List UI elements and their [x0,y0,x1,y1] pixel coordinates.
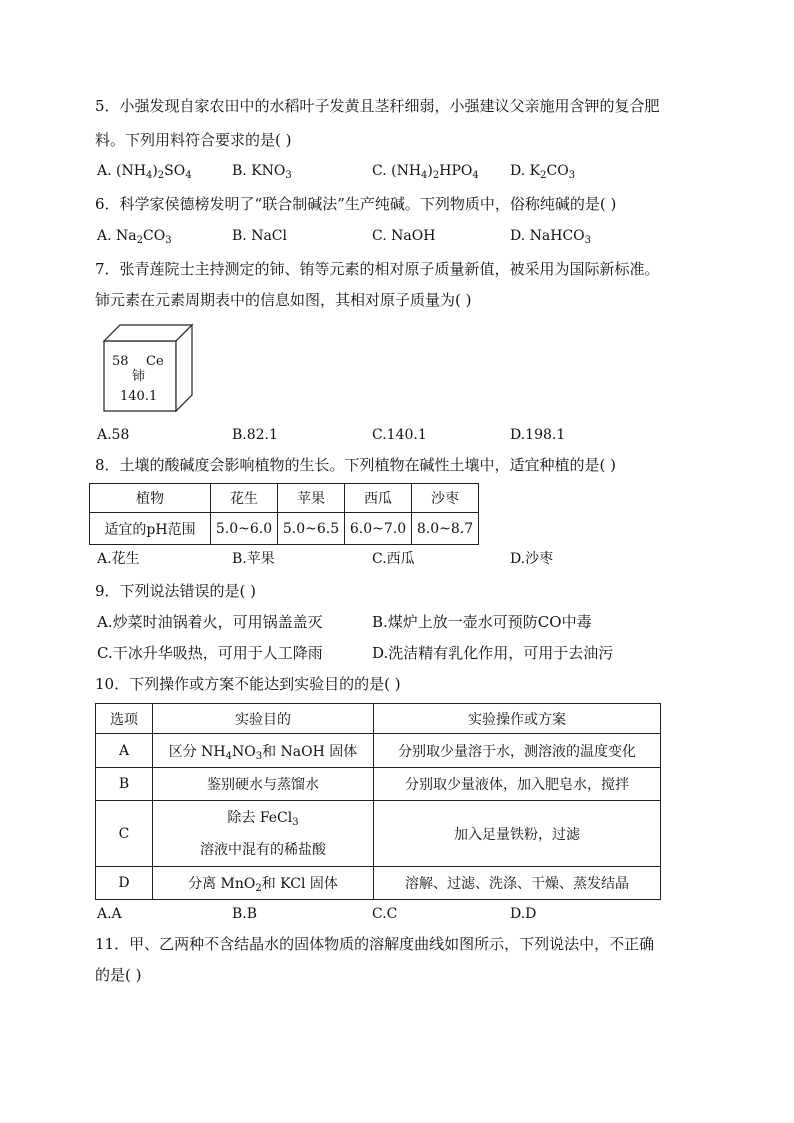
ph-table-header: 植物 [90,484,211,513]
formula-subscript: 4 [185,170,192,181]
formula-subscript: 3 [584,235,592,246]
exp-table-option: A [96,734,153,768]
q8-option-b[interactable]: B.苹果 [232,551,275,567]
q5-option-d[interactable] [510,161,575,181]
q7-stem-line1: 7．张青莲院士主持测定的铈、铕等元素的相对原子质量新值，被采用为国际新标准。 [95,260,660,278]
formula-text: NaCl [251,228,287,244]
formula-subscript: 4 [472,170,479,181]
option-letter: C. [372,228,392,244]
element-symbol: Ce [146,354,164,369]
exp-table-method: 加入足量铁粉，过滤 [374,801,661,867]
formula-text: 除去 FeCl [227,809,293,826]
q8-option-a[interactable]: A.花生 [97,551,140,567]
q8-option-d[interactable]: D.沙枣 [510,551,554,567]
ph-table-header: 花生 [211,484,278,513]
exp-table-purpose [153,768,374,801]
q6-option-b[interactable] [232,226,287,246]
formula-subscript: 4 [145,170,153,181]
q10-option-b[interactable]: B.B [232,906,258,922]
formula-text: (NH [116,163,146,179]
ph-table-header: 西瓜 [345,484,412,513]
q6-option-a[interactable] [97,226,172,246]
formula-text: 区分 NH [168,743,226,760]
option-letter: A. [97,163,117,179]
exp-table-purpose [153,801,374,867]
exp-table-option: C [96,801,153,867]
element-mass: 140.1 [120,389,158,404]
formula-text: 分离 MnO [188,876,256,892]
formula-subscript: 4 [421,170,428,181]
exp-table-method: 溶解、过滤、洗涤、干燥、蒸发结晶 [374,867,661,900]
option-letter: B. [232,228,252,244]
ph-table-cell: 6.0~7.0 [345,513,412,545]
formula-subscript: 3 [165,235,172,246]
formula-subscript: 3 [292,816,299,828]
formula-text: (NH [391,163,422,179]
option-letter: A. [97,228,117,244]
q9-option-d[interactable]: D.洗洁精有乳化作用，可用于去油污 [372,644,614,662]
exp-table-method: 分别取少量溶于水，测溶液的温度变化 [374,734,661,768]
formula-text: NaOH [391,228,436,244]
formula-text: HPO [439,163,473,179]
q11-stem-line1: 11．甲、乙两种不含结晶水的固体物质的溶解度曲线如图所示，下列说法中，不正确 [95,935,655,953]
ph-table-cell: 5.0~6.0 [211,513,278,545]
q7-option-d[interactable]: D.198.1 [510,427,566,443]
option-letter: D. [510,228,530,244]
q10-option-a[interactable]: A.A [97,906,122,922]
exp-table-option: B [96,768,153,801]
formula-subscript: 4 [225,750,232,762]
formula-subscript: 3 [285,170,292,181]
ph-table-header: 苹果 [278,484,345,513]
q5-option-b[interactable] [232,161,292,181]
option-letter: B. [232,163,252,179]
formula-text: KNO [251,163,286,179]
ph-table-header: 沙枣 [412,484,479,513]
q9-option-c[interactable]: C.干冰升华吸热，可用于人工降雨 [97,644,323,662]
exp-table-purpose-line1 [153,802,373,834]
formula-subscript: 2 [255,883,262,894]
formula-text: 和 NaOH 固体 [262,743,358,760]
ph-table-cell: 5.0~6.5 [278,513,345,545]
experiment-table [95,703,661,900]
exp-table-purpose-line2: 溶液中混有的稀盐酸 [200,841,326,858]
q11-stem-line2: 的是( ) [95,966,142,984]
q9-option-b[interactable]: B.煤炉上放一壶水可预防CO中毒 [372,613,592,631]
ph-table-cell: 8.0~8.7 [412,513,479,545]
exp-table-purpose [153,734,374,768]
q10-stem-line1: 10．下列操作或方案不能达到实验目的的是( ) [95,675,401,693]
exp-table-header: 实验操作或方案 [374,704,661,734]
q5-option-a[interactable] [97,161,192,181]
q5-option-c[interactable] [372,161,479,181]
formula-text: NaHCO [529,228,585,244]
q5-stem-line2: 料。下列用料符合要求的是( ) [95,131,292,149]
q7-option-c[interactable]: C.140.1 [372,427,427,443]
option-letter: C. [372,163,392,179]
formula-text: CO [143,228,166,244]
formula-subscript: 2 [432,170,440,181]
exp-table-method: 分别取少量液体，加入肥皂水，搅拌 [374,768,661,801]
q9-option-a[interactable]: A.炒菜时油锅着火，可用锅盖盖灭 [97,613,323,631]
exp-table-header: 选项 [96,704,153,734]
q8-stem-line1: 8．土壤的酸碱度会影响植物的生长。下列植物在碱性土壤中，适宜种植的是( ) [95,456,617,474]
formula-subscript: 3 [255,750,263,762]
formula-text: K [529,163,541,179]
formula-subscript: 2 [136,235,143,246]
exp-table-header: 实验目的 [153,704,374,734]
option-letter: D. [510,163,530,179]
formula-subscript: 3 [568,170,576,181]
q7-stem-line2: 铈元素在元素周期表中的信息如图，其相对原子质量为( ) [95,291,472,309]
formula-text: 鉴别硬水与蒸馏水 [207,777,319,793]
q6-option-c[interactable] [372,226,435,246]
formula-text: ) [152,163,158,179]
formula-subscript: 2 [157,170,165,181]
formula-text: Na [116,228,137,244]
q7-option-a[interactable]: A.58 [97,427,130,443]
element-atomic-number: 58 [112,354,129,369]
exp-table-purpose [153,867,374,900]
formula-text: ) [427,163,433,179]
element-name: 铈 [132,369,146,384]
ph-table-cell: 适宜的pH范围 [90,513,211,545]
formula-text: SO [164,163,186,179]
formula-text: NO [232,743,256,760]
q6-option-d[interactable] [510,226,591,246]
q10-option-d[interactable]: D.D [510,906,537,922]
formula-text: CO [546,163,569,179]
element-cell-cerium [96,323,196,419]
exp-table-option: D [96,867,153,900]
q9-stem-line1: 9．下列说法错误的是( ) [95,582,257,600]
formula-text: 和 KCl 固体 [261,876,338,892]
q5-stem-line1: 5．小强发现自家农田中的水稻叶子发黄且茎秆细弱，小强建议父亲施用含钾的复合肥 [95,97,660,115]
q6-stem-line1: 6．科学家侯德榜发明了“联合制碱法”生产纯碱。下列物质中，俗称纯碱的是( ) [95,195,617,213]
q10-option-c[interactable]: C.C [372,906,398,922]
formula-subscript: 2 [540,170,547,181]
q8-option-c[interactable]: C.西瓜 [372,551,415,567]
ph-range-table [89,483,479,545]
q7-option-b[interactable]: B.82.1 [232,427,278,443]
